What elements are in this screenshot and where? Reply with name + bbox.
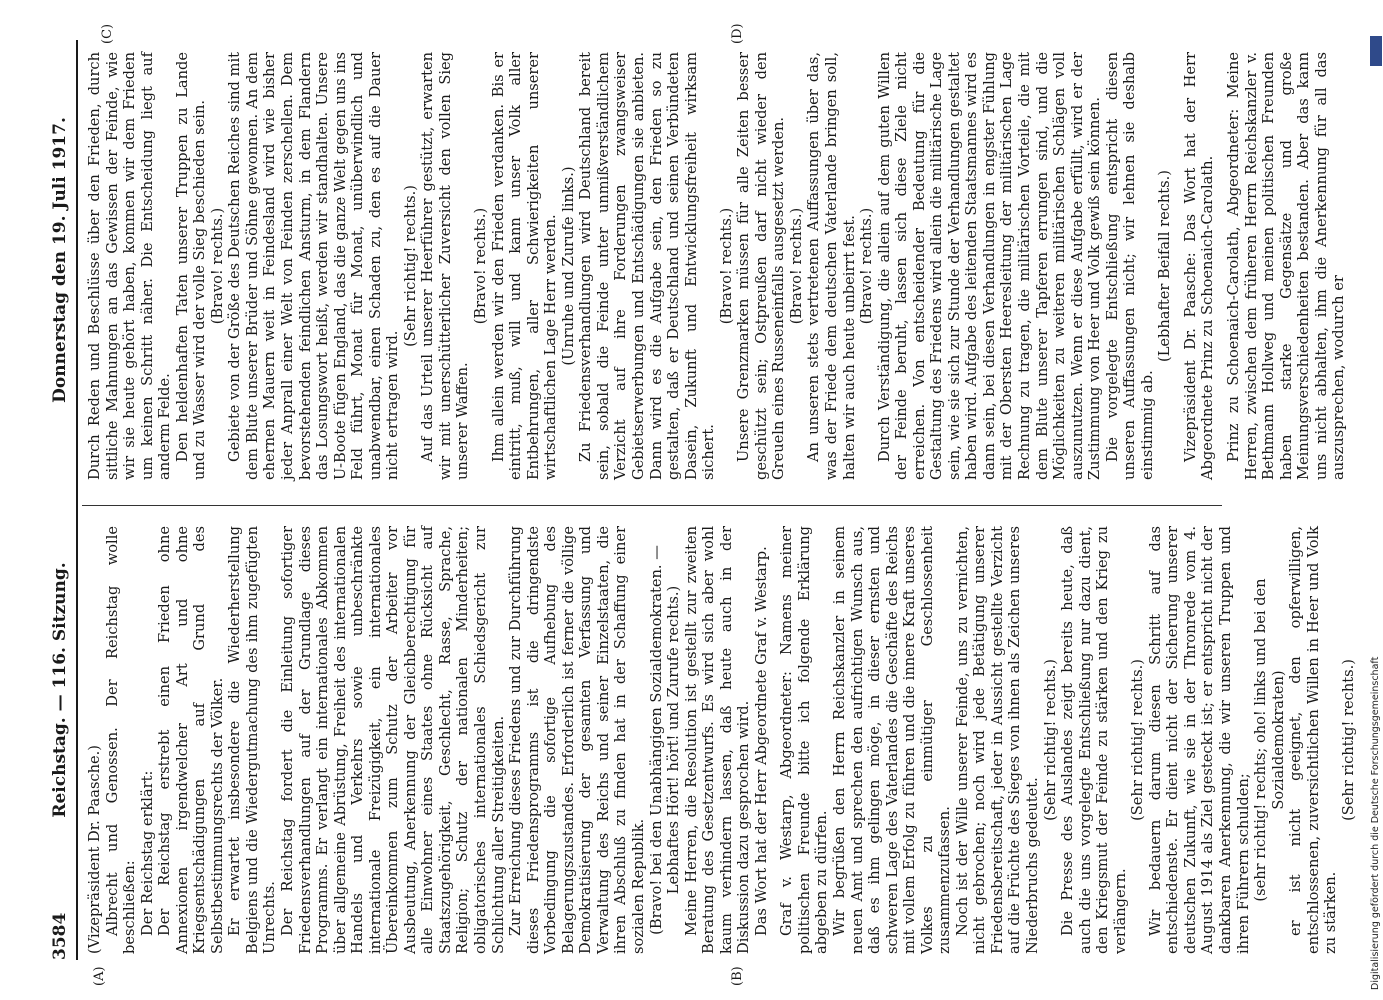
paragraph: Der Reichstag erstrebt einen Frieden ohne Annexionen irgendwelcher Art und ohne Kriegsentschädigungen auf Grund des Selbstbestimmungsrechts der Völker. <box>156 526 226 954</box>
paragraph: Wir begrüßen den Herrn Reichskanzler in seinem neuen Amt und sprechen den aufrichtigen Wunsch aus, daß es ihm gelingen möge, in dieser ernsten und schweren Lage des Vaterlandes die Geschäfte des Reichs mit vollem Erfolg zu führen und die innere Kraft unseres Volkes zu einmütiger Geschlossenheit zusammenzufassen. <box>830 526 954 954</box>
interjection: (Sehr richtig! rechts.) <box>401 185 419 347</box>
paragraph: Den heldenhaften Taten unserer Truppen zu Lande und zu Wasser wird der volle Sieg beschieden sein. <box>173 52 209 480</box>
paragraph: Wir bedauern darum diesen Schritt auf das entschiedenste. Er dient nicht der Sicherung unserer deutschen Zukunft, wie sie in der Thronrede vom 4. August 1914 als Ziel gesteckt ist; er entspricht nicht der dankbaren Anerkennung, die wir unseren Truppen und ihren Führern schulden; <box>1146 526 1252 954</box>
column-divider <box>82 505 1222 506</box>
paragraph-gap <box>1174 52 1182 480</box>
paragraph: Ihm allein werden wir den Frieden verdanken. Bis er eintritt, muß, will und kann unser Volk aller Entbehrungen, aller Schwierigkeiten unserer wirtschaftlichen Lage Herr werden. <box>489 52 560 480</box>
paragraph-gap <box>1217 52 1225 480</box>
paragraph: er ist nicht geeignet, den opferwilligen, entschlossenen, zuversichtlichen Willen in Heer und Volk zu stärken. <box>1287 526 1340 954</box>
digitization-credit: Digitalisierung gefördert durch die Deutsche Forschungsgemeinschaft <box>1370 656 1381 990</box>
paragraph: Das Wort hat der Herr Abgeordnete Graf v. Westarp. <box>752 546 770 936</box>
paragraph: Zu Friedensverhandlungen wird Deutschland bereit sein, sobald die Feinde unter unmißverständlichem Verzicht auf ihre Forderungen zwangsweiser Gebietserwerbungen und Entschädigungen sie anbieten. Dann wird es die Aufgabe sein, den Frieden so zu gestalten, daß er Deutschland und seinen Verbündeten Dasein, Zukunft und Entwicklungsfreiheit wirksam sichert. <box>577 52 718 480</box>
rotated-page <box>30 0 1357 1000</box>
interjection: (sehr richtig! rechts; oho! links und bei den Sozialdemokraten) <box>1252 578 1287 902</box>
paragraph: Albrecht und Genossen. Der Reichstag wolle beschließen: <box>103 526 139 954</box>
interjection: (Bravo! rechts.) <box>858 207 876 325</box>
paragraph: Der Reichstag fordert die Einleitung sofortiger Friedensverhandlungen auf der Grundlage dieses Programms. Er verlangt ein internationales Abkommen über allgemeine Abrüstung, Freiheit des internationalen Handels und Verkehrs sowie unbeschränkte internationale Freizügigkeit, ein internationales Übereinkommen zum Schutz der Arbeiter vor Ausbeutung, Anerkennung der Gleichberechtigung für alle Einwohner eines Staates ohne Rücksicht auf Staatszugehörigkeit, Geschlecht, Rasse, Sprache, Religion; Schutz der nationalen Minderheiten; obligatorisches internationales Schiedsgericht zur Schlichtung aller Streitigkeiten. <box>279 526 507 954</box>
paragraph: Durch Reden und Beschlüsse über den Frieden, durch sittliche Mahnungen an das Gewissen der Feinde, wie wir sie heute gehört haben, kommen wir dem Frieden um keinen Schritt näher. Die Entscheidung liegt auf anderm Felde. <box>86 52 174 480</box>
right-column <box>86 52 1348 480</box>
paragraph-gap <box>770 526 778 954</box>
interjection: (Bravo! rechts.) <box>472 207 490 325</box>
paragraph: Die Presse des Auslandes zeigt bereits heute, daß auch die uns vorgelegte Entschließung nur dazu dient, den Kriegsmut der Feinde zu stärken und den Krieg zu verlängern. <box>1059 526 1129 954</box>
interjection: (Sehr richtig! rechts.) <box>1339 659 1357 821</box>
paragraph: Noch ist der Wille unserer Feinde, uns zu vernichten, nicht gebrochen; noch wird jede Betätigung unserer Friedensbereitschaft, jeder in Aussicht gestellte Verzicht auf die Früchte des Sieges von ihnen als Zeichen unseres Niederbruchs gedeutet. <box>953 526 1041 954</box>
paragraph: Er erwartet insbesondere die Wiederherstellung Belgiens und die Wiedergutmachung des ihm zugefügten Unrechts. <box>226 526 279 954</box>
session-date: Donnerstag den 19. Juli 1917. <box>50 117 70 403</box>
paragraph: (Vizepräsident Dr. Paasche.) <box>86 745 103 954</box>
session-title: Reichstag. — 116. Sitzung. <box>50 562 70 818</box>
paragraph: Meine Herren, die Resolution ist gestellt zur zweiten Beratung des Gesetzentwurfs. Es wird sich aber wohl kaum verhindern lassen, daß heute auch in der Diskussion dazu gesprochen wird. <box>682 526 753 954</box>
interjection: (Unruhe und Zurufe links.) <box>559 166 577 366</box>
paragraph: Vizepräsident Dr. Paasche: Das Wort hat der Herr Abgeordnete Prinz zu Schoenaich-Carolath. <box>1181 52 1217 480</box>
left-column <box>86 526 1357 954</box>
paragraph: Gebiete von der Größe des Deutschen Reiches sind mit dem Blute unserer Brüder und Söhne gewonnen. An dem ehernen Mauern weit in Feindesland wird wie bisher jeder Anprall einer Welt von Feinden zerschellen. Dem bevorstehenden feindlichen Ansturm, in dem Flandern das Losungswort heißt, werden wir standhalten. Unsere U-Boote fügen England, das die ganze Welt gegen uns ins Feld führt, Monat für Monat, unüberwindlich und unabwendbar, einen Schaden zu, den es auf die Dauer nicht ertragen wird. <box>226 52 402 480</box>
page-header <box>48 40 78 960</box>
interjection: (Bravo! rechts.) <box>787 207 805 325</box>
paragraph: Unsere Grenzmarken müssen für alle Zeiten besser geschützt sein; Ostpreußen darf nicht wieder den Greueln eines Russeneinfalls ausgesetzt werden. <box>735 52 788 480</box>
margin-marker-b: (B) <box>730 966 745 986</box>
interjection: (Lebhafter Beifall rechts.) <box>1156 170 1174 362</box>
interjection: (Sehr richtig! rechts.) <box>1041 659 1059 821</box>
interjection: (Sehr richtig! rechts.) <box>1129 659 1147 821</box>
paragraph: Die vorgelegte Entschließung entspricht diesen unseren Auffassungen nicht; wir lehnen sie deshalb einstimmig ab. <box>1103 52 1156 480</box>
margin-marker-c: (C) <box>100 23 115 44</box>
paragraph: Durch Verständigung, die allein auf dem guten Willen der Feinde beruht, lassen sich diese Ziele nicht erreichen. Von entscheidender Bedeutung für die Gestaltung des Friedens wird allein die militärische Lage sein, wie sie sich zur Stunde der Verhandlungen gestaltet haben wird. Aufgabe des leitenden Staatsmannes wird es dann sein, bei diesen Verhandlungen in engster Fühlung mit der Obersten Heeresleitung der militärischen Lage Rechnung zu tragen, die militärischen Vorteile, die mit dem Blute unserer Tapferen errungen sind, und die Möglichkeiten zu weiteren militärischen Schlägen voll auszunutzen. Wenn er diese Aufgabe erfüllt, wird er der Zustimmung von Heer und Volk gewiß sein können. <box>875 52 1104 480</box>
interjection: (Bravo! rechts.) <box>717 207 735 325</box>
paragraph: Der Reichstag erklärt: <box>138 770 156 936</box>
paragraph: Graf v. Westarp, Abgeordneter: Namens meiner politischen Freunde bitte ich folgende Erklärung abgeben zu dürfen. <box>778 526 831 954</box>
paragraph: Zur Erreichung dieses Friedens und zur Durchführung dieses Friedensprogramms ist die dringendste Vorbedingung die sofortige Aufhebung des Belagerungszustandes. Erforderlich ist ferner die völlige Demokratisierung der gesamten Verfassung und Verwaltung des Reichs und seiner Einzelstaaten, die ihren Abschluß zu finden hat in der Schaffung einer sozialen Republik. <box>507 526 647 954</box>
paragraph: An unseren stets vertretenen Auffassungen über das, was der Friede dem deutschen Vaterlande bringen soll, halten wir auch heute unbeirrt fest. <box>805 52 858 480</box>
margin-marker-a: (A) <box>92 966 107 986</box>
dfg-logo <box>1370 36 1382 66</box>
margin-marker-d: (D) <box>730 23 745 44</box>
interjection: (Bravo! rechts.) <box>208 207 226 325</box>
paragraph: Prinz zu Schoenaich-Carolath, Abgeordneter: Meine Herren, zwischen dem früheren Herrn Reichskanzler v. Bethmann Hollweg und meinen politischen Freunden haben starke Gegensätze und große Meinungsverschiedenheiten bestanden. Aber das kann uns nicht abhalten, ihm die Anerkennung für all das auszusprechen, wodurch er <box>1225 52 1348 480</box>
paragraph: Auf das Urteil unserer Heerführer gestützt, erwarten wir mit unerschütterlicher Zuversicht den vollen Sieg unserer Waffen. <box>419 52 472 480</box>
interjection: (Bravo! bei den Unabhängigen Sozialdemokraten. — Lebhaftes Hört! hört! und Zurufe rechts.) <box>647 545 683 935</box>
page-number: 3584 <box>50 912 70 960</box>
